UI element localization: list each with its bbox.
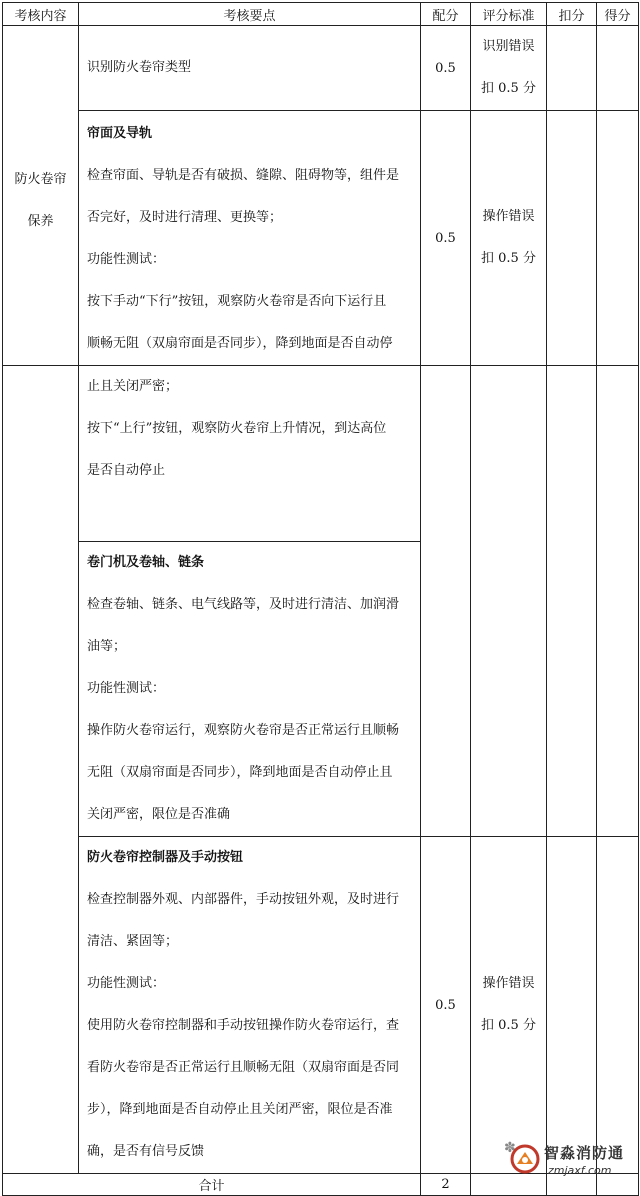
point-line: 功能性测试： — [87, 252, 166, 267]
point-line: 步），降到地面是否自动停止且关闭严密，限位是否准 — [87, 1102, 393, 1117]
standard-cell — [471, 837, 547, 1174]
point-heading: 防火卷帘控制器及手动按钮 — [87, 850, 244, 865]
table-row — [3, 837, 639, 1174]
score-cell: 0.5 — [421, 26, 471, 111]
table-row — [3, 26, 639, 111]
standard-line: 操作错误 — [482, 209, 535, 224]
point-line: 否完好，及时进行清理、更换等； — [87, 210, 283, 225]
points-cell — [79, 366, 421, 542]
point-line: 按下手动“下行”按钮，观察防火卷帘是否向下运行且 — [87, 294, 387, 309]
header-points: 考核要点 — [79, 3, 421, 26]
points-cell — [79, 542, 421, 837]
point-line: 功能性测试： — [87, 976, 166, 991]
score-cell-empty — [421, 366, 471, 837]
point-line: 使用防火卷帘控制器和手动按钮操作防火卷帘运行，查 — [87, 1018, 400, 1033]
watermark-url: zmjaxf.com — [548, 1164, 612, 1177]
point-line: 止且关闭严密； — [87, 379, 179, 394]
standard-cell-empty — [471, 366, 547, 837]
points-cell — [79, 111, 421, 366]
header-standard: 评分标准 — [471, 3, 547, 26]
category-cell — [3, 26, 79, 366]
header-score: 配分 — [421, 3, 471, 26]
point-line: 看防火卷帘是否正常运行且顺畅无阻（双扇帘面是否同 — [87, 1060, 400, 1075]
standard-line: 识别错误 — [482, 39, 535, 54]
point-line: 关闭严密，限位是否准确 — [87, 807, 231, 822]
standard-cell — [471, 26, 547, 111]
point-line: 功能性测试： — [87, 681, 166, 696]
point-line: 无阻（双扇帘面是否同步），降到地面是否自动停止且 — [87, 765, 393, 780]
point-line: 清洁、紧固等； — [87, 934, 179, 949]
point-line: 检查控制器外观、内部器件，手动按钮外观，及时进行 — [87, 892, 400, 907]
standard-line: 扣 0.5 分 — [481, 251, 536, 266]
point-line: 操作防火卷帘运行，观察防火卷帘是否正常运行且顺畅 — [87, 723, 400, 738]
result-cell — [597, 366, 639, 837]
point-line: 油等； — [87, 639, 127, 654]
total-score: 2 — [421, 1174, 471, 1196]
point-line: 检查卷轴、链条、电气线路等，及时进行清洁、加润滑 — [87, 597, 400, 612]
score-cell: 0.5 — [421, 111, 471, 366]
header-row — [3, 3, 639, 26]
point-line: 按下“上行”按钮，观察防火卷帘上升情况，到达高位 — [87, 421, 387, 436]
category-line: 保养 — [27, 213, 54, 229]
point-line: 确，是否有信号反馈 — [87, 1144, 205, 1159]
header-deduction: 扣分 — [547, 3, 597, 26]
standard-line: 扣 0.5 分 — [481, 1018, 536, 1033]
category-line: 防火卷帘 — [14, 171, 67, 187]
point-heading: 帘面及导轨 — [87, 126, 153, 141]
wechat-icon: ✽ — [504, 1140, 516, 1156]
result-cell — [597, 26, 639, 111]
standard-line: 扣 0.5 分 — [481, 81, 536, 96]
point-line: 顺畅无阻（双扇帘面是否同步），降到地面是否自动停 — [87, 336, 393, 351]
table-row — [3, 111, 639, 366]
deduction-cell — [547, 111, 597, 366]
points-cell — [79, 26, 421, 111]
point-line: 是否自动停止 — [87, 463, 166, 478]
result-cell — [597, 837, 639, 1174]
points-cell — [79, 837, 421, 1174]
assessment-table — [2, 2, 639, 1196]
standard-line: 操作错误 — [482, 976, 535, 991]
deduction-cell — [547, 26, 597, 111]
watermark-brand: 智淼消防通 — [544, 1144, 625, 1162]
point-line: 识别防火卷帘类型 — [87, 60, 192, 75]
score-cell: 0.5 — [421, 837, 471, 1174]
result-cell — [597, 111, 639, 366]
watermark — [504, 1138, 636, 1184]
total-label: 合计 — [3, 1174, 421, 1196]
header-result: 得分 — [597, 3, 639, 26]
deduction-cell — [547, 366, 597, 837]
standard-cell — [471, 111, 547, 366]
header-category: 考核内容 — [3, 3, 79, 26]
point-heading: 卷门机及卷轴、链条 — [87, 555, 205, 570]
deduction-cell — [547, 837, 597, 1174]
point-line: 检查帘面、导轨是否有破损、缝隙、阻碍物等，组件是 — [87, 168, 400, 183]
brand-logo-icon — [508, 1142, 542, 1176]
table-row — [3, 366, 639, 542]
category-cell-empty — [3, 366, 79, 1174]
